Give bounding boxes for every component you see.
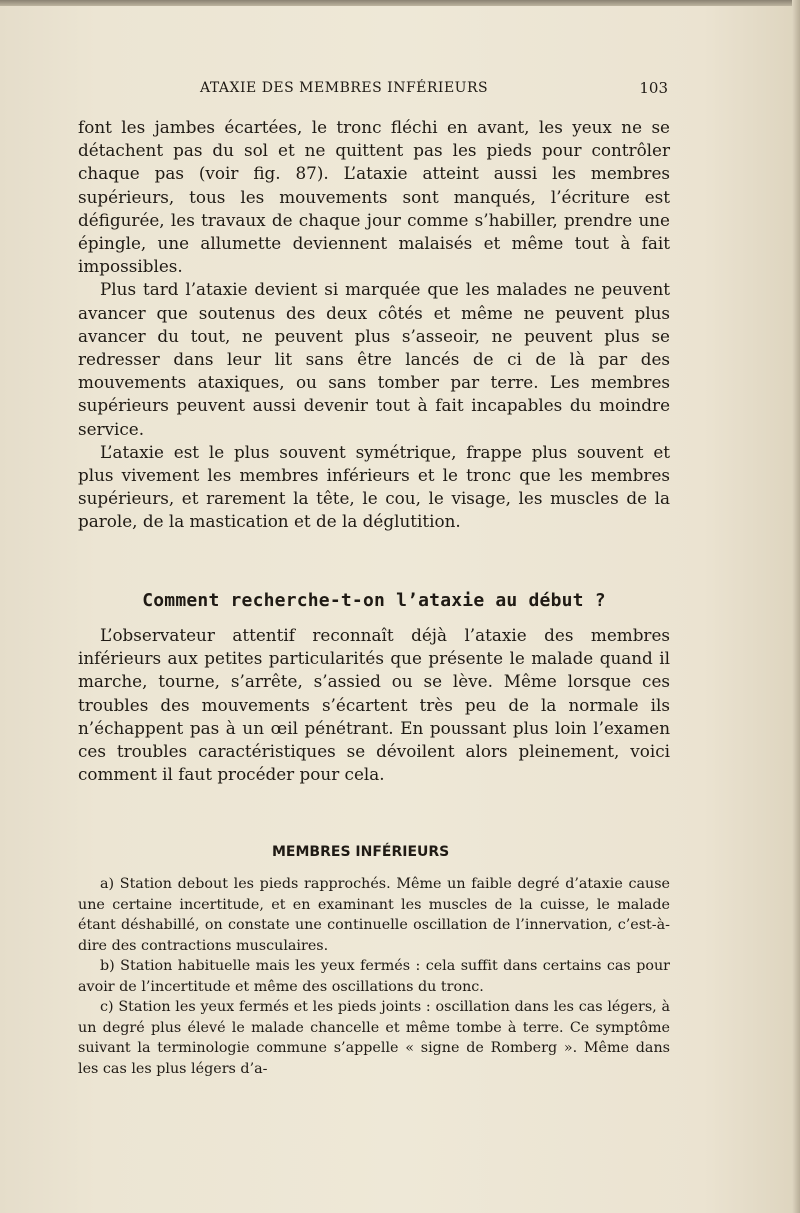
running-head: ATAXIE DES MEMBRES INFÉRIEURS — [200, 80, 489, 96]
page-header — [80, 78, 668, 100]
page-top-edge — [0, 0, 800, 6]
section-paragraph: L’observateur attentif reconnaît déjà l’ataxie des membres inférieurs aux petites particularités que présente le malade quand il marche, tourne, s’arrête, s’assied ou se lève. Même lorsque ces troubles des mouvements s’écartent très peu de la normale ils n’échappent pas à un œil pénétrant. En poussant plus loin l’examen ces troubles caractéristiques se dévoilent alors pleinement, voici comment il faut procéder pour cela. — [78, 625, 670, 785]
subheading: MEMBRES INFÉRIEURS — [272, 844, 450, 860]
small-paragraph-a: a) Station debout les pieds rapprochés. Même un faible degré d’ataxie cause une certaine incertitude, et en examinant les muscles de la cuisse, le malade étant déshabillé, on constate une continuelle oscillation de l’innervation, c’est-à-dire des contractions musculaires. — [78, 876, 670, 954]
paragraph-2: Plus tard l’ataxie devient si marquée que les malades ne peuvent avancer que soutenus des deux côtés et même ne peuvent plus avancer du tout, ne peuvent plus s’asseoir, ne peuvent plus se redresser dans leur lit sans être lancés de ci de là par des mouvements ataxiques, ou sans tomber par terre. Les membres supérieurs peuvent aussi devenir tout à fait incapables du moindre service. — [78, 279, 670, 439]
section-title: Comment recherche-t-on l’ataxie au début ? — [142, 590, 606, 611]
section-body — [78, 624, 670, 786]
small-paragraph-c: c) Station les yeux fermés et les pieds joints : oscillation dans les cas légers, à un degré plus élevé le malade chancelle et même tombe à terre. Ce symptôme suivant la terminologie commune s’appelle « signe de Romberg ». Même dans les cas les plus légers d’a- — [78, 999, 670, 1077]
page-number: 103 — [639, 79, 668, 97]
paragraph-1: font les jambes écartées, le tronc fléchi en avant, les yeux ne se détachent pas du sol et ne quittent pas les pieds pour contrôler chaque pas (voir fig. 87). L’ataxie atteint aussi les membres supérieurs, tous les mouvements sont manqués, l’écriture est défigurée, les travaux de chaque jour comme s’habiller, prendre une épingle, une allumette deviennent malaisés et même tout à fait impossibles. — [78, 117, 670, 277]
body-paragraphs — [78, 116, 670, 534]
small-text-section — [78, 874, 670, 1079]
paragraph-3: L’ataxie est le plus souvent symétrique, frappe plus souvent et plus vivement les membres inférieurs et le tronc que les membres supérieurs, et rarement la tête, le cou, le visage, les muscles de la parole, de la mastication et de la déglutition. — [78, 441, 670, 532]
page-right-edge — [792, 0, 800, 1213]
small-paragraph-b: b) Station habituelle mais les yeux fermés : cela suffit dans certains cas pour avoir de l’incertitude et même des oscillations du tronc. — [78, 958, 670, 995]
